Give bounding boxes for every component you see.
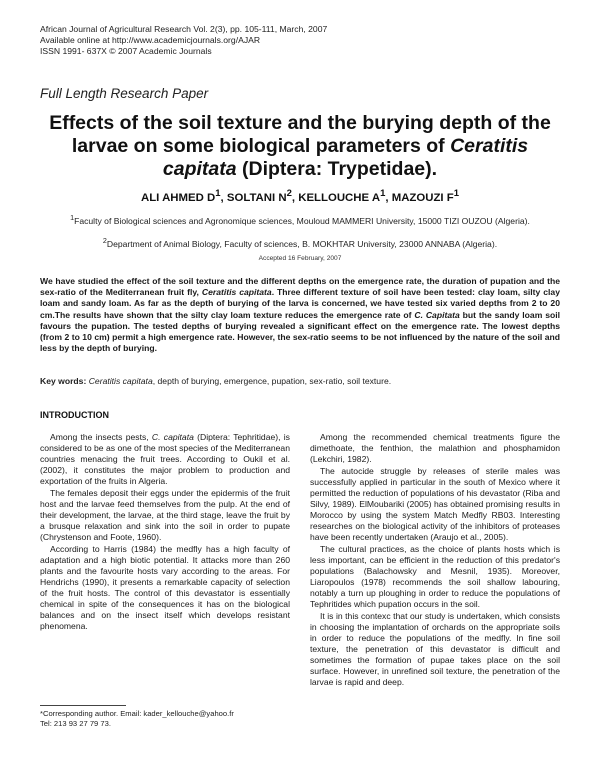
keywords: Key words: Ceratitis capitata, depth of burying, emergence, pupation, sex-ratio, soil texture.: [40, 376, 392, 386]
paper-type: Full Length Research Paper: [40, 86, 209, 101]
author-2: SOLTANI $N^2$,: [226, 188, 299, 204]
paragraph: According to Harris (1984) the medfly has a high faculty of adaptation and a high biotic potential. It attacks more than 260 plants and the favourite hosts vary according to the areas. For Hendrichs (1990), it presents a remarkable capacity of selection of the fruit hosts. The control of this devastator is essentially chemical in spite of the consequences it has on the biological balances and on the insect itself which develops resistant phenomena.: [40, 544, 290, 631]
author-4: MAZOUZI $F^1$: [391, 188, 460, 204]
paragraph: Among the recommended chemical treatments figure the dimethoate, the fenthion, the malathion and phosphamidon (Lekchiri, 1982).: [310, 432, 560, 464]
paragraph: It is in this contexc that our study is undertaken, which consists in choosing the implantation of orchards on the appropriate soils in order to reduce the populations of the medfly. In fine soil texture, the penetration of this devastator is difficult and sometimes the formation of pupae takes place on the soil surface. However, in unrefined soil texture, the penetration of the larvae is rapid and deep.: [310, 611, 560, 687]
affiliation-1: $^1$Faculty of Biological sciences and Agronomique sciences, Mouloud MAMMERI University, 15000 TIZI OUZOU (Algeria).: [70, 214, 530, 226]
journal-citation: African Journal of Agricultural Research Vol. 2(3), pp. 105-111, March, 2007: [40, 24, 328, 34]
author-3: KELLOUCHE $A^1$,: [298, 188, 392, 204]
corresponding-author-phone: Tel: 213 93 27 79 73.: [40, 719, 111, 728]
author-list: [40, 188, 560, 204]
footnote-divider: [40, 705, 126, 706]
paragraph: The females deposit their eggs under the epidermis of the fruit host and the larvae feed themselves from the pulp. At the end of their development, the larvae, at the third stage, leave the fruit by a brusque relaxation and sink into the soil in order to pupate (Chrystenson and Foote, 1960).: [40, 488, 290, 542]
abstract: We have studied the effect of the soil texture and the different depths on the emergence rate, the duration of pupation and the sex-ratio of the Mediterranean fruit fly, Ceratitis capitata. Three different texture of soil have been tested: clay loam, silty clay loam and sandy loam. As far as the depth of burying of the larva is concerned, we have tested six varied depths from 2 to 20 cm.The results have shown that the silty clay loam texture reduces the emergence rate of C. Capitata but the sandy loam soil favours the pupation. The tested depths of burying revealed a significant effect on the emergence rate. The lowest depths (from 2 to 10 cm) permit a high emergence rate. However, the sex-ratio seems to be not influenced by the nature of the soil and less by the depth of burying.: [40, 276, 561, 354]
paragraph: Among the insects pests, C. capitata (Diptera: Tephritidae), is considered to be as one of the most species of the Mediterranean countries menacing the fruit trees. According to Oukil et al. (2002), it constitutes the major problem to production and exportation of the fruits in Algeria.: [40, 432, 290, 486]
keywords-label: Key words:: [40, 376, 87, 386]
affiliation-2: $^2$Department of Animal Biology, Faculty of sciences, B. MOKHTAR University, 23000 ANNABA (Algeria).: [102, 237, 498, 249]
corresponding-author-email[interactable]: *Corresponding author. Email: kader_kellouche@yahoo.fr: [40, 709, 234, 718]
journal-header: [40, 24, 327, 57]
paragraph: The autocide struggle by releases of sterile males was successfully applied in particular in the south of Mexico where it permitted the reduction of populations of his devastator (Riba and Silvy, 1989). ElMoubariki (2005) has obtained promising results in Morocco by using the system Match Medfly RB03. Interesting researches on the biological activity of the inhibitors of proteases have been recently undertaken (Araujo et al., 2005).: [310, 466, 560, 542]
paragraph: The cultural practices, as the choice of plants hosts which is less important, can be efficient in the reduction of this predator's populations (Balachowsky and Mesnil, 1935). Moreover, Liaropoulos (1978) recommends the soil shallow labouring, notably a turn up ploughing in order to reduce the populations of Tephritides which pupation occurs in the soil.: [310, 544, 560, 609]
title-part-2: (Diptera: Trypetidae).: [236, 158, 438, 180]
body-column-left: [40, 432, 290, 633]
journal-issn: ISSN 1991- 637X © 2007 Academic Journals: [40, 46, 212, 56]
title-part-1: Effects of the soil texture and the burying depth of the larvae on some biological parameters of: [49, 112, 551, 157]
body-column-right: [310, 432, 560, 689]
section-heading-introduction: INTRODUCTION: [40, 410, 109, 420]
author-1: ALI AHMED $D^1$,: [140, 188, 227, 204]
footnote: [40, 709, 290, 729]
accepted-date: Accepted 16 February, 2007: [258, 255, 342, 262]
title-species: Ceratitis capitata: [162, 135, 529, 180]
paper-title: [44, 112, 556, 181]
journal-online-link[interactable]: Available online at http://www.academicjournals.org/AJAR: [40, 35, 261, 45]
